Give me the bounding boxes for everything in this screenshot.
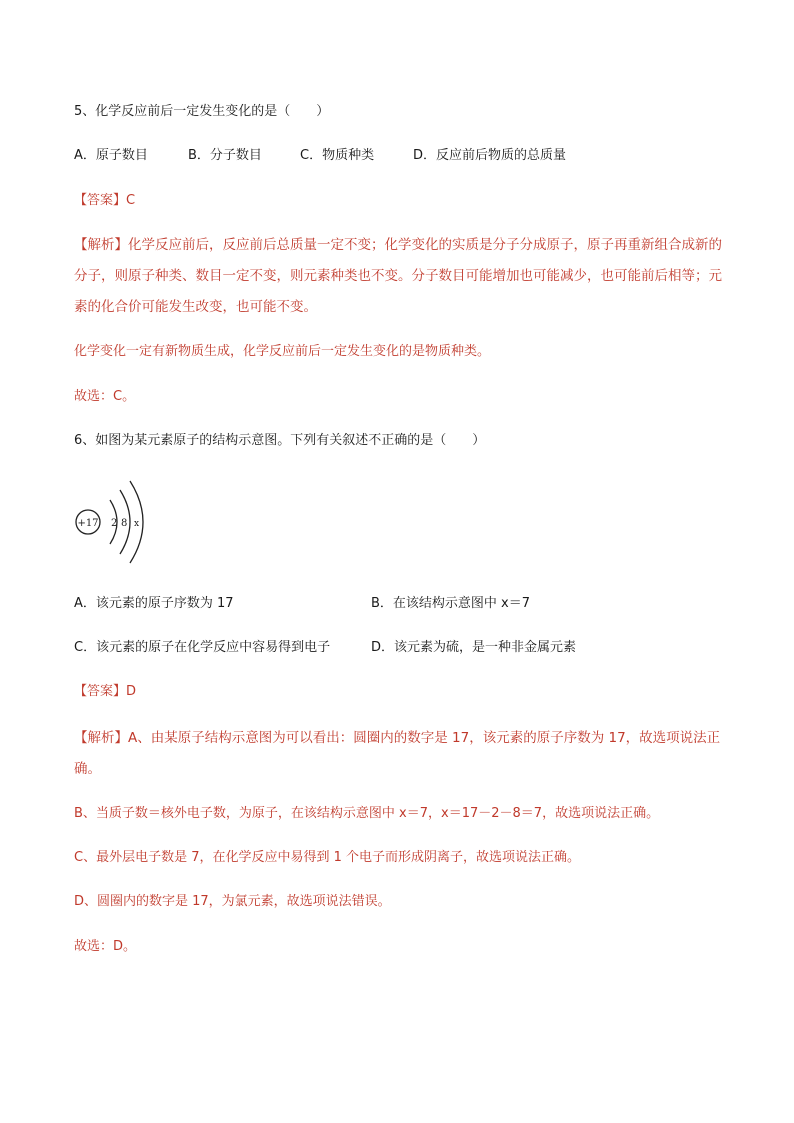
q6-option-c: C．该元素的原子在化学反应中容易得到电子 — [74, 640, 331, 655]
q6-analysis-d: D、圆圈内的数字是 17，为氯元素，故选项说法错误。 — [74, 894, 391, 909]
q6-option-b: B．在该结构示意图中 x＝7 — [371, 596, 531, 611]
q5-option-c: C．物质种类 — [300, 148, 375, 163]
q6-analysis-c: C、最外层电子数是 7，在化学反应中易得到 1 个电子而形成阴离子，故选项说法正确。 — [74, 850, 581, 865]
q5-analysis: 【解析】化学反应前后，反应前后总质量一定不变；化学变化的实质是分子分成原子，原子再重新组合成新的分子，则原子种类、数目一定不变，则元素种类也不变。分子数目可能增加也可能减少，也可能前后相等；元素的化合价可能发生改变，也可能不变。 — [74, 237, 722, 315]
q5-option-b: B．分子数目 — [188, 148, 262, 163]
q6-choice: 故选：D。 — [74, 939, 137, 954]
q6-analysis-a: 【解析】A、由某原子结构示意图为可以看出：圆圈内的数字是 17，该元素的原子序数为 17，故选项说法正确。 — [74, 730, 721, 777]
q6-option-d: D．该元素为硫，是一种非金属元素 — [371, 640, 577, 655]
q6-stem: 6、如图为某元素原子的结构示意图。下列有关叙述不正确的是（ ） — [74, 433, 486, 448]
q5-option-d: D．反应前后物质的总质量 — [413, 148, 567, 163]
q6-analysis-b: B、当质子数＝核外电子数，为原子，在该结构示意图中 x＝7，x＝17－2－8＝7，故选项说法正确。 — [74, 806, 660, 821]
nucleus-charge: +17 — [77, 518, 99, 529]
shell-3-electrons: x — [134, 519, 140, 529]
shell-2-electrons: 8 — [121, 518, 128, 529]
q5-answer: 【答案】C — [74, 193, 136, 208]
atom-structure-diagram — [72, 475, 162, 575]
q5-choice: 故选：C。 — [74, 389, 136, 404]
q6-option-a: A．该元素的原子序数为 17 — [74, 596, 234, 611]
q5-analysis-conclusion: 化学变化一定有新物质生成，化学反应前后一定发生变化的是物质种类。 — [74, 344, 491, 359]
q6-answer: 【答案】D — [74, 684, 137, 699]
shell-1-electrons: 2 — [111, 518, 118, 529]
q5-stem: 5、化学反应前后一定发生变化的是（ ） — [74, 104, 330, 119]
atom-structure-svg — [72, 475, 162, 575]
q5-option-a: A．原子数目 — [74, 148, 148, 163]
